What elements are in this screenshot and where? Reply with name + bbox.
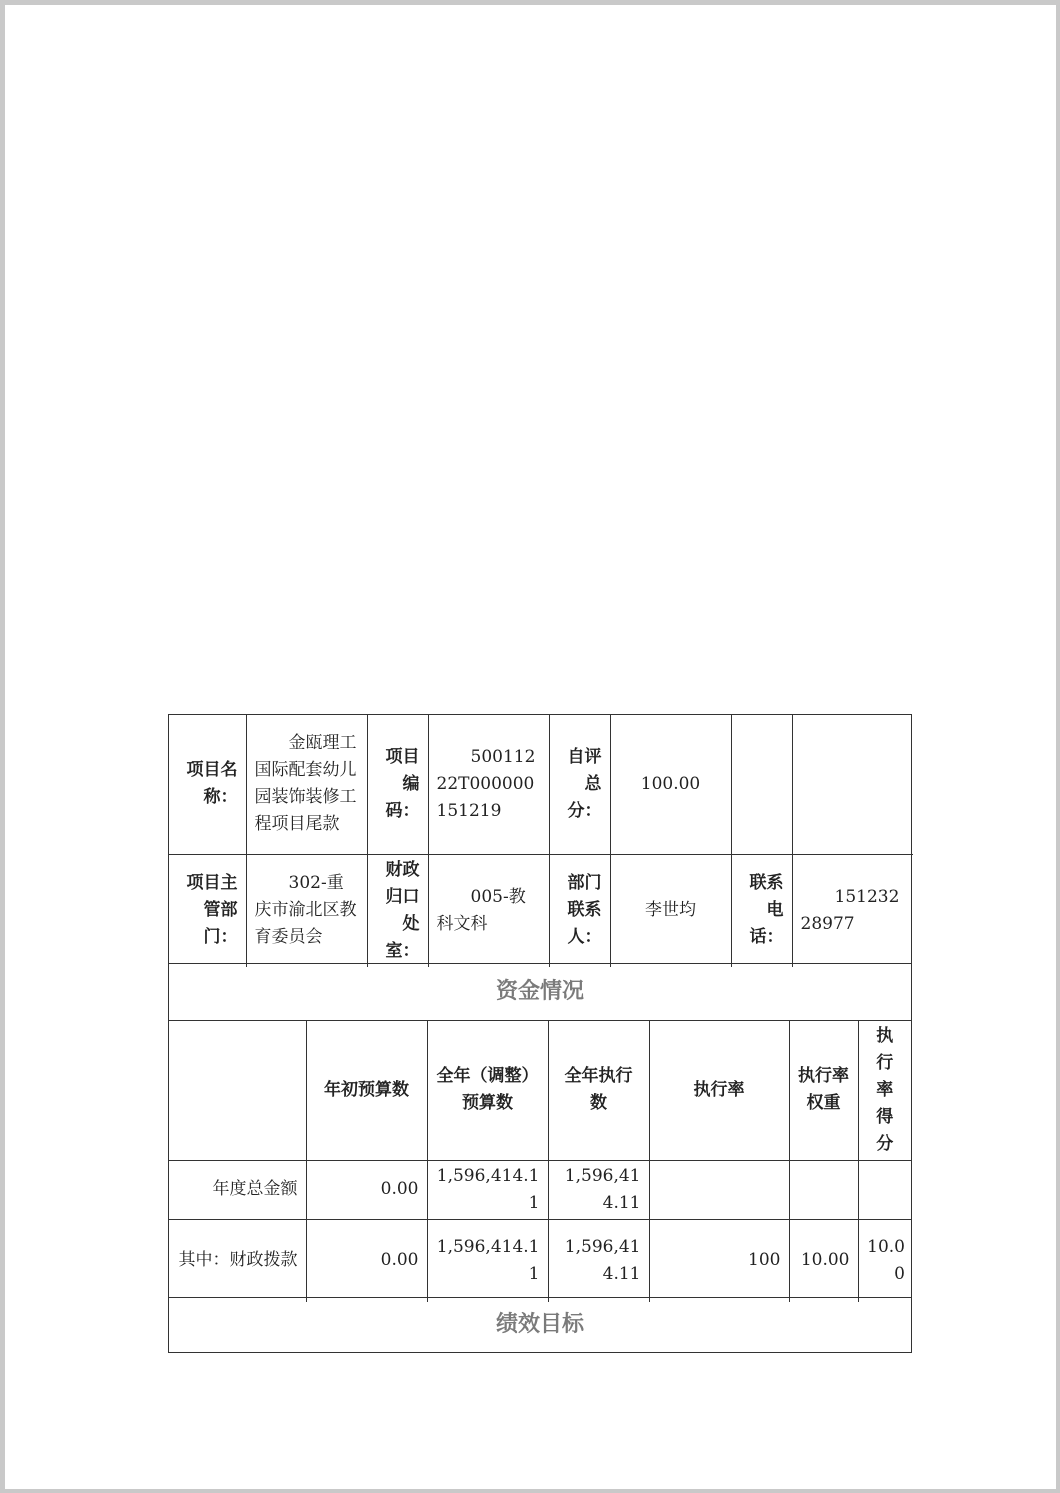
empty-header-cell xyxy=(169,1020,306,1160)
adjusted-budget-value: 1,596,414.11 xyxy=(427,1160,548,1219)
empty-cell xyxy=(792,715,913,854)
header-adjusted-budget: 全年（调整）预算数 xyxy=(427,1020,548,1160)
contact-label: 部门联系人： xyxy=(549,854,610,967)
finance-office-value: 005-教科文科 xyxy=(428,854,549,967)
rate-score-value xyxy=(858,1160,911,1219)
initial-budget-value: 0.00 xyxy=(306,1160,427,1219)
dept-label: 项目主管部门： xyxy=(169,854,246,967)
project-info-table xyxy=(168,714,912,964)
goals-section-title: 绩效目标 xyxy=(495,1312,584,1337)
self-score-value: 100.00 xyxy=(610,715,731,854)
header-rate-score: 执行率得分 xyxy=(858,1020,911,1160)
project-name-label: 项目名称： xyxy=(169,715,246,854)
rate-weight-value: 10.00 xyxy=(789,1219,858,1302)
project-code-label: 项目编码： xyxy=(367,715,428,854)
executed-value: 1,596,414.11 xyxy=(548,1219,649,1302)
executed-value: 1,596,414.11 xyxy=(548,1160,649,1219)
rate-score-value: 10.00 xyxy=(858,1219,911,1302)
row-label: 其中：财政拨款 xyxy=(169,1219,306,1302)
header-executed: 全年执行数 xyxy=(548,1020,649,1160)
table-row xyxy=(169,1219,911,1302)
rate-weight-value xyxy=(789,1160,858,1219)
header-rate: 执行率 xyxy=(649,1020,789,1160)
contact-value: 李世均 xyxy=(610,854,731,967)
phone-value: 15123228977 xyxy=(792,854,913,967)
dept-value: 302-重庆市渝北区教育委员会 xyxy=(246,854,367,967)
rate-value xyxy=(649,1160,789,1219)
initial-budget-value: 0.00 xyxy=(306,1219,427,1302)
funds-table xyxy=(168,963,912,1298)
empty-cell xyxy=(731,715,792,854)
project-row-2 xyxy=(169,854,913,967)
table-row xyxy=(169,1160,911,1219)
goals-section xyxy=(168,1297,912,1353)
row-label: 年度总金额 xyxy=(169,1160,306,1219)
project-row-1 xyxy=(169,715,913,854)
project-name-value: 金瓯理工国际配套幼儿园装饰装修工程项目尾款 xyxy=(246,715,367,854)
rate-value: 100 xyxy=(649,1219,789,1302)
header-initial-budget: 年初预算数 xyxy=(306,1020,427,1160)
adjusted-budget-value: 1,596,414.11 xyxy=(427,1219,548,1302)
funds-header-row xyxy=(169,1020,911,1160)
self-score-label: 自评总分： xyxy=(549,715,610,854)
phone-label: 联系电话： xyxy=(731,854,792,967)
document-page xyxy=(5,5,1056,1489)
project-code-value: 50011222T000000151219 xyxy=(428,715,549,854)
header-rate-weight: 执行率权重 xyxy=(789,1020,858,1160)
funds-section-title: 资金情况 xyxy=(169,964,911,1020)
funds-section-row xyxy=(169,964,911,1020)
finance-office-label: 财政归口处室： xyxy=(367,854,428,967)
